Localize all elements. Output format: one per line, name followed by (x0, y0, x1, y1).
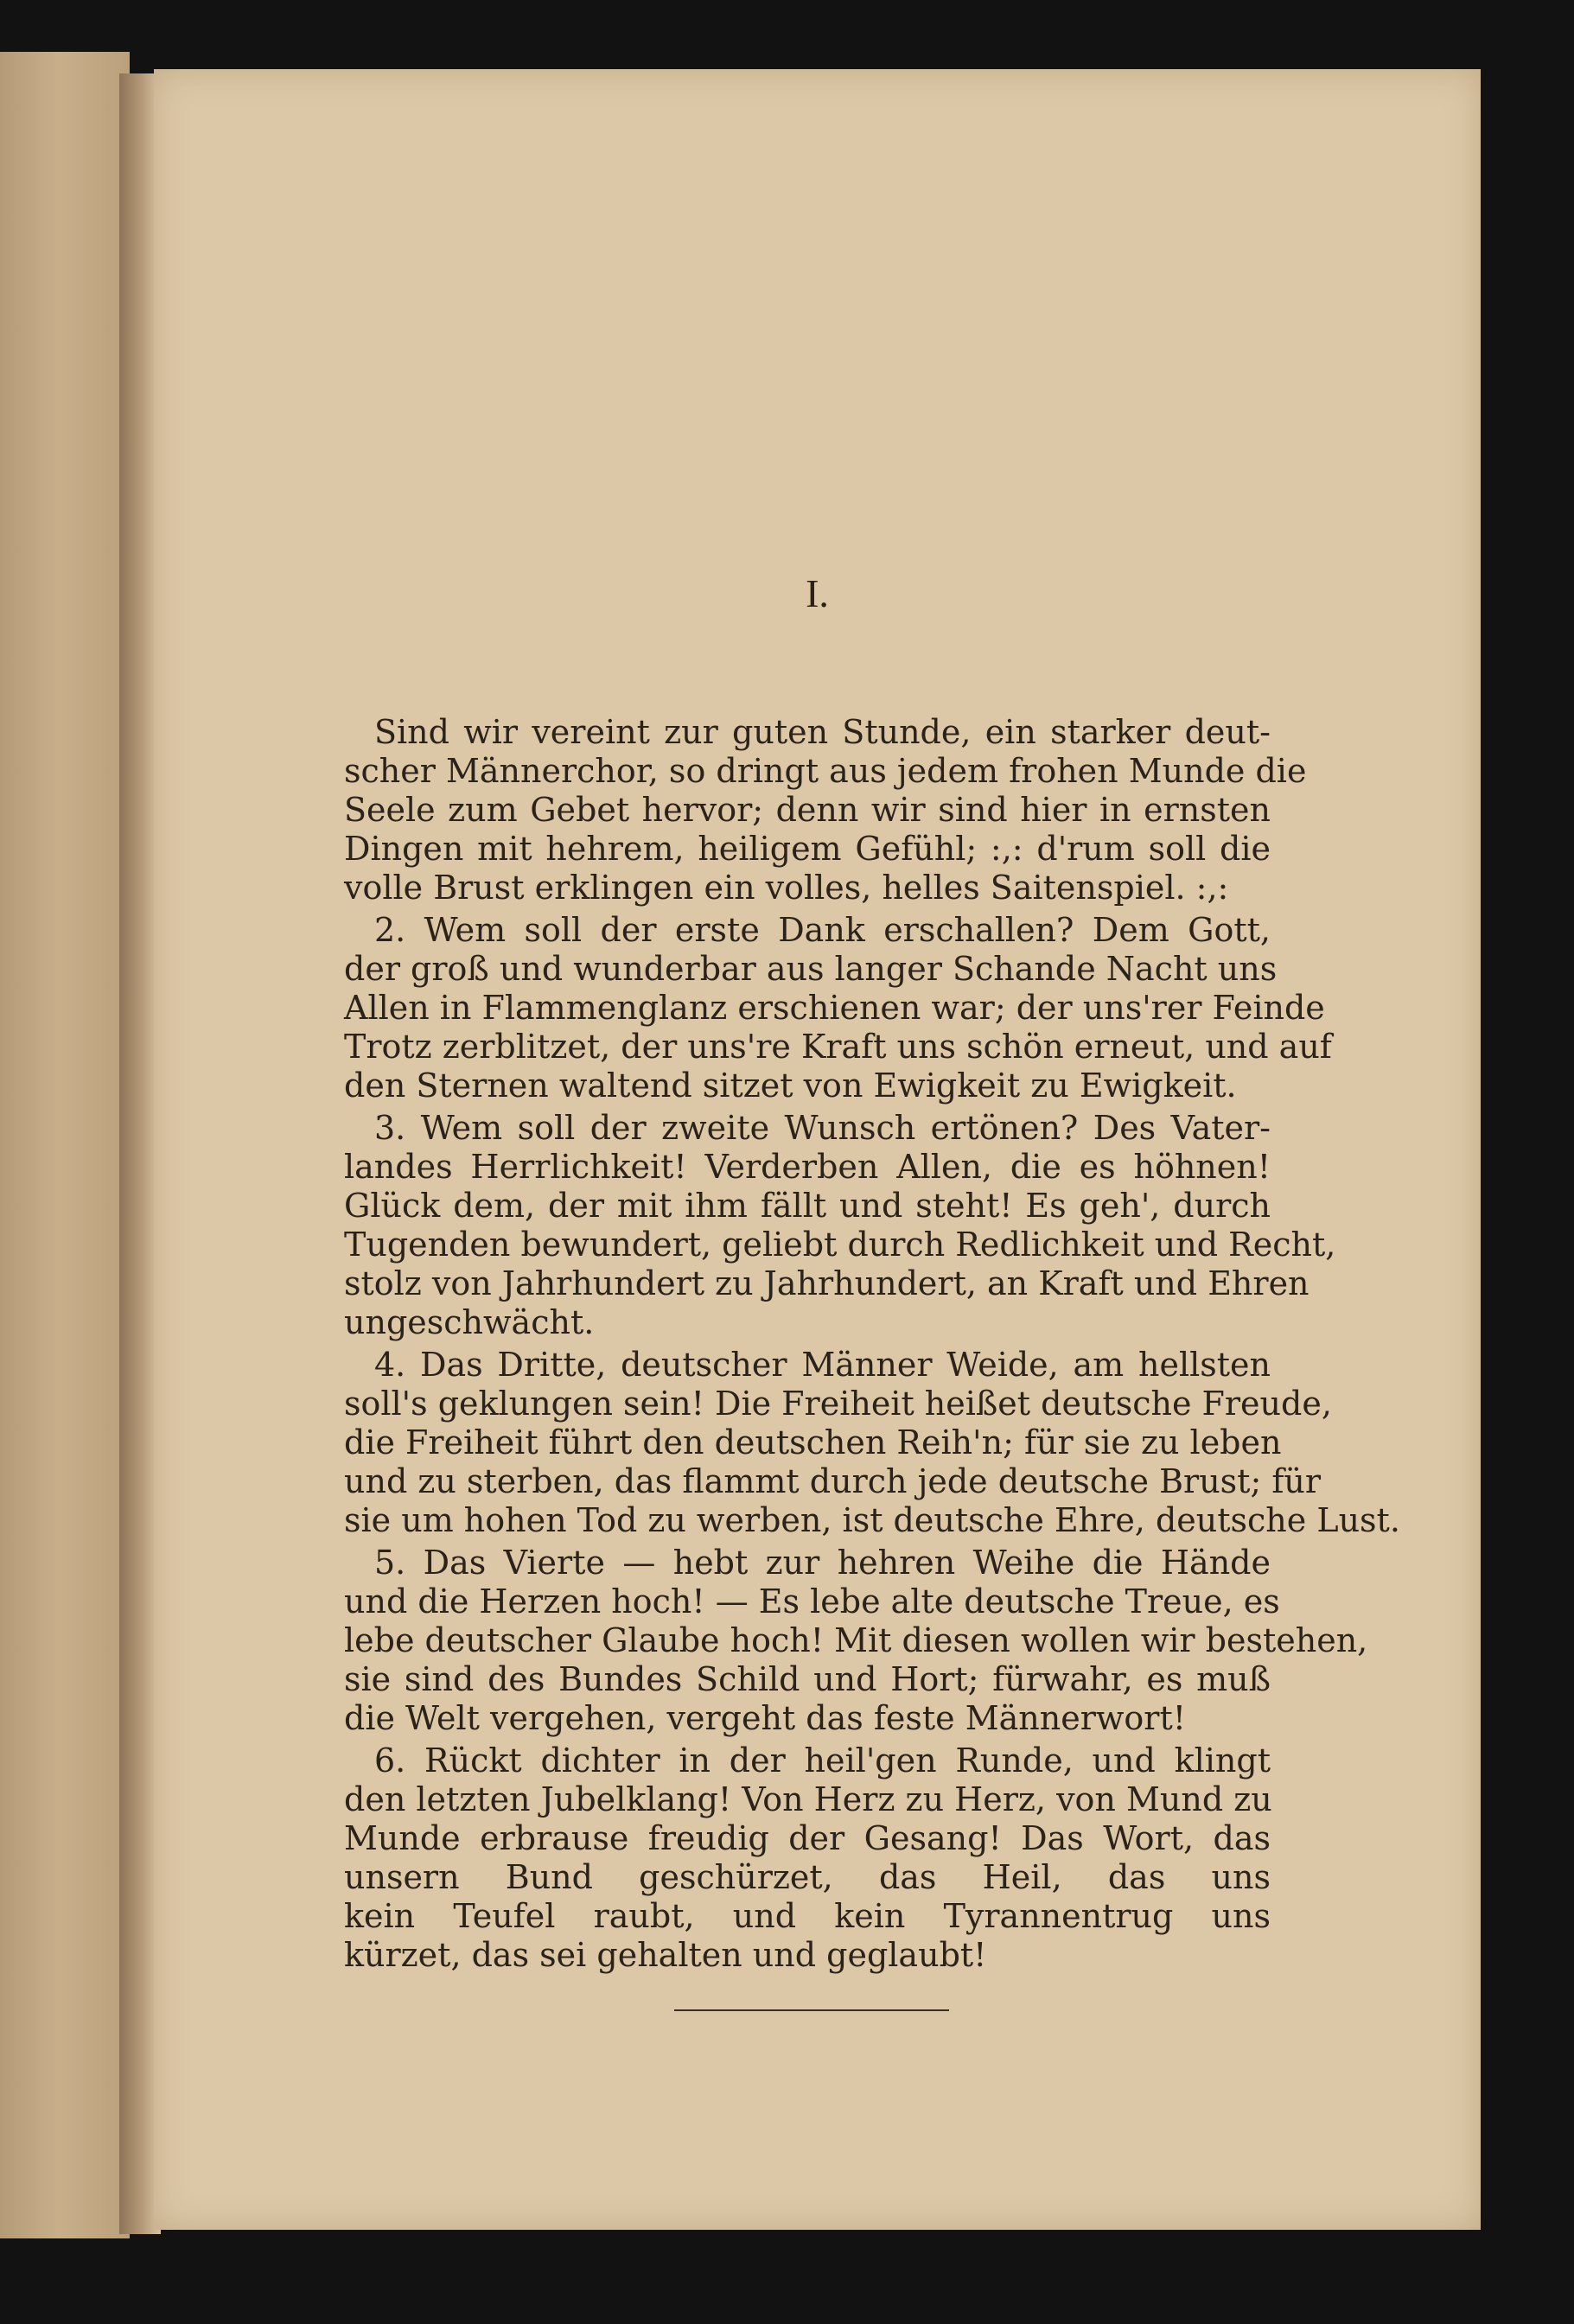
stanza-line: soll's geklungen sein! Die Freiheit heißet deutsche Freude, (344, 1385, 1332, 1423)
stanza-line: ungeschwächt. (344, 1303, 595, 1341)
stanza-line: die Welt vergehen, vergeht das feste Männerwort! (344, 1699, 1187, 1737)
stanza-line: Allen in Flammenglanz erschienen war; der uns'rer Feinde (344, 989, 1325, 1027)
stanza-line: Sind wir vereint zur guten Stunde, ein starker deut- (374, 713, 1271, 751)
stanza-line: 6. Rückt dichter in der heil'gen Runde, und klingt (374, 1741, 1271, 1780)
section-heading: I. (806, 571, 829, 615)
stanza-line: volle Brust erklingen ein volles, helles Saitenspiel. :,: (344, 869, 1229, 907)
stanza-3 (344, 1109, 1336, 1342)
stanza-4 (344, 1346, 1400, 1540)
stanza-line: unsern Bund geschürzet, das Heil, das uns (344, 1858, 1271, 1896)
stanza-6 (344, 1741, 1271, 1975)
stanza-line: Trotz zerblitzet, der uns're Kraft uns schön erneut, und auf (344, 1028, 1332, 1066)
stanza-line: und die Herzen hoch! — Es lebe alte deutsche Treue, es (344, 1582, 1280, 1620)
stanza-line: 2. Wem soll der erste Dank erschallen? Dem Gott, (374, 911, 1271, 949)
left-page-edge (0, 52, 130, 2238)
stanza-line: 5. Das Vierte — hebt zur hehren Weihe die Hände (374, 1544, 1271, 1582)
stanza-line: den Sternen waltend sitzet von Ewigkeit zu Ewigkeit. (344, 1066, 1237, 1105)
stanza-line: den letzten Jubelklang! Von Herz zu Herz, von Mund zu (344, 1780, 1272, 1818)
stanza-line: kürzet, das sei gehalten und geglaubt! (344, 1936, 987, 1974)
stanza-line: sie sind des Bundes Schild und Hort; fürwahr, es muß (344, 1660, 1271, 1698)
stanza-line: sie um hohen Tod zu werben, ist deutsche Ehre, deutsche Lust. (344, 1501, 1400, 1539)
stanza-1 (344, 713, 1307, 907)
closing-rule (674, 2009, 949, 2011)
stanza-line: lebe deutscher Glaube hoch! Mit diesen wollen wir bestehen, (344, 1621, 1368, 1659)
stanza-line: Seele zum Gebet hervor; denn wir sind hier in ernsten (344, 791, 1271, 829)
stanza-line: scher Männerchor, so dringt aus jedem frohen Munde die (344, 752, 1307, 790)
stanza-line: landes Herrlichkeit! Verderben Allen, die es höhnen! (344, 1148, 1271, 1186)
stanza-line: Munde erbrause freudig der Gesang! Das Wort, das (344, 1819, 1271, 1857)
poem-text (344, 713, 1400, 1975)
stanza-line: Tugenden bewundert, geliebt durch Redlichkeit und Recht, (344, 1226, 1336, 1264)
stanza-line: 4. Das Dritte, deutscher Männer Weide, am hellsten (374, 1346, 1271, 1384)
stanza-2 (344, 911, 1332, 1105)
stanza-line: 3. Wem soll der zweite Wunsch ertönen? Des Vater- (374, 1109, 1271, 1147)
book-page (154, 69, 1481, 2230)
stanza-line: der groß und wunderbar aus langer Schande Nacht uns (344, 950, 1278, 988)
stanza-line: stolz von Jahrhundert zu Jahrhundert, an Kraft und Ehren (344, 1264, 1310, 1302)
stanza-line: und zu sterben, das flammt durch jede deutsche Brust; für (344, 1462, 1322, 1500)
stanza-line: kein Teufel raubt, und kein Tyrannentrug uns (344, 1897, 1271, 1935)
stanza-line: die Freiheit führt den deutschen Reih'n; für sie zu leben (344, 1423, 1282, 1461)
stanza-line: Dingen mit hehrem, heiligem Gefühl; :,: d'rum soll die (344, 830, 1271, 868)
stanza-line: Glück dem, der mit ihm fällt und steht! Es geh', durch (344, 1187, 1271, 1225)
stanza-5 (344, 1544, 1368, 1738)
